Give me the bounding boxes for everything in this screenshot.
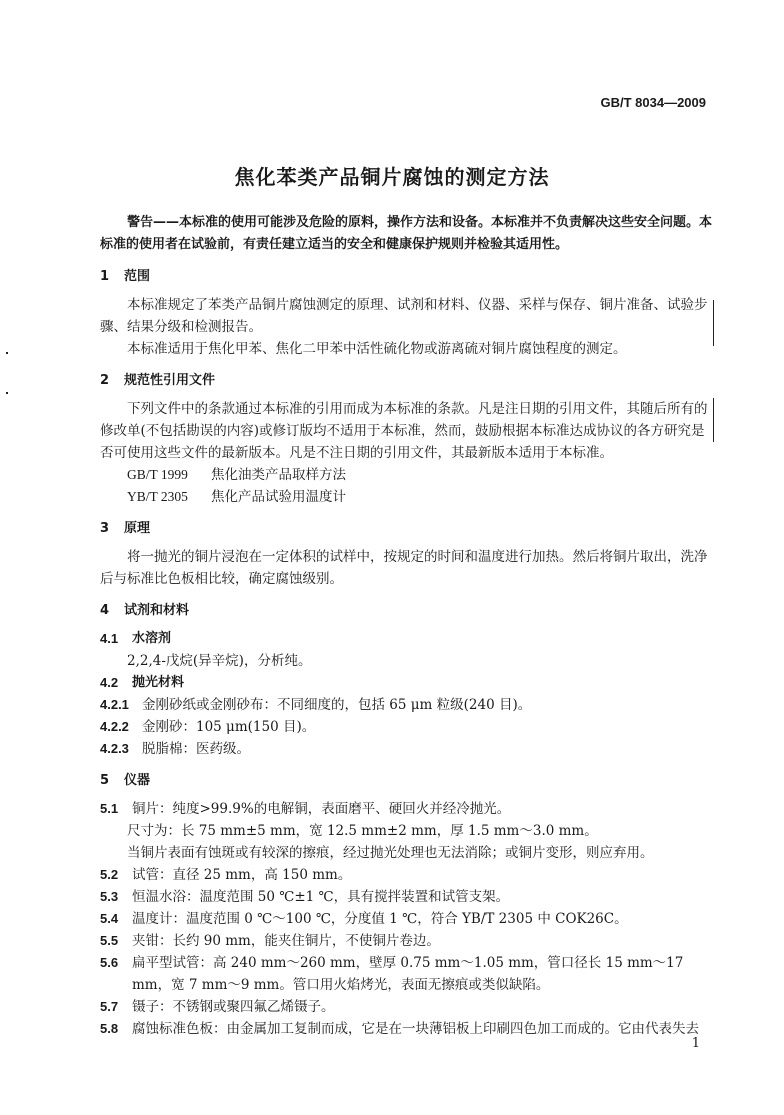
revision-bar	[713, 300, 714, 346]
margin-dot	[6, 352, 8, 354]
clause-text: 2,2,4-戊烷(异辛烷)，分析纯。	[127, 653, 312, 669]
revision-bar	[713, 398, 714, 442]
clause-5-1: 5.1 铜片：纯度>99.9%的电解铜，表面磨平、硬回火并经冷抛光。	[100, 801, 511, 817]
clause-4-1: 4.1 水溶剂	[100, 631, 172, 646]
clause-text: 尺寸为：长 75 mm±5 mm，宽 12.5 mm±2 mm，厚 1.5 mm～3.0 mm。	[127, 823, 598, 839]
clause-5-4: 5.4 温度计：温度范围 0 ℃～100 ℃，分度值 1 ℃，符合 YB/T 2305 中 COK26C。	[100, 911, 628, 927]
section-heading-5: 5 仪器	[100, 773, 151, 788]
document-title: 焦化苯类产品铜片腐蚀的测定方法	[234, 165, 550, 189]
paragraph: 本标准适用于焦化甲苯、焦化二甲苯中活性硫化物或游离硫对铜片腐蚀程度的测定。	[127, 341, 627, 357]
paragraph: 本标准规定了苯类产品铜片腐蚀测定的原理、试剂和材料、仪器、采样与保存、铜片准备、试验步骤、结果分级和检测报告。	[100, 297, 708, 335]
paragraph: 下列文件中的条款通过本标准的引用而成为本标准的条款。凡是注日期的引用文件，其随后所有的修改单(不包括勘误的内容)或修订版均不适用于本标准，然而，鼓励根据本标准达成协议的各方研究是否可使用这些文件的最新版本。凡是不注日期的引用文件，其最新版本适用于本标准。	[100, 401, 708, 461]
clause-4-2-3: 4.2.3 脱脂棉：医药级。	[100, 741, 250, 757]
reference-item: GB/T 1999 焦化油类产品取样方法	[127, 467, 346, 483]
section-heading-4: 4 试剂和材料	[100, 603, 190, 618]
section-heading-1: 1 范围	[100, 269, 151, 284]
page-number: 1	[691, 1036, 700, 1051]
warning-paragraph: 警告——本标准的使用可能涉及危险的原料，操作方法和设备。本标准并不负责解决这些安全问题。本标准的使用者在试验前，有责任建立适当的安全和健康保护规则并检验其适用性。	[100, 215, 713, 252]
section-heading-3: 3 原理	[100, 521, 151, 536]
clause-5-7: 5.7 镊子：不锈钢或聚四氟乙烯镊子。	[100, 999, 335, 1015]
section-heading-2: 2 规范性引用文件	[100, 373, 216, 388]
standard-number: GB/T 8034—2009	[600, 95, 706, 110]
clause-5-6: 5.6 扁平型试管：高 240 mm～260 mm，壁厚 0.75 mm～1.05 mm，管口径长 15 mm～17 mm，宽 7 mm～9 mm。管口用火焰烤光，表面无擦痕或类似缺陷。	[100, 955, 684, 993]
clause-text: 当铜片表面有蚀斑或有较深的擦痕，经过抛光处理也无法消除；或铜片变形，则应弃用。	[127, 845, 654, 861]
clause-4-2-2: 4.2.2 金刚砂：105 μm(150 目)。	[100, 719, 316, 735]
document-body	[100, 212, 712, 1040]
clause-4-2-1: 4.2.1 金刚砂纸或金刚砂布：不同细度的，包括 65 μm 粒级(240 目)。	[100, 697, 532, 713]
paragraph: 将一抛光的铜片浸泡在一定体积的试样中，按规定的时间和温度进行加热。然后将铜片取出，洗净后与标准比色板相比较，确定腐蚀级别。	[100, 549, 708, 587]
reference-item: YB/T 2305 焦化产品试验用温度计	[127, 489, 346, 505]
clause-4-2: 4.2 抛光材料	[100, 675, 185, 690]
clause-5-2: 5.2 试管：直径 25 mm，高 150 mm。	[100, 867, 352, 883]
clause-5-3: 5.3 恒温水浴：温度范围 50 ℃±1 ℃，具有搅拌装置和试管支架。	[100, 889, 510, 905]
clause-5-5: 5.5 夹钳：长约 90 mm，能夹住铜片，不使铜片卷边。	[100, 933, 440, 949]
clause-5-8: 5.8 腐蚀标准色板：由金属加工复制而成，它是在一块薄铝板上印刷四色加工而成的。它由代表失去	[100, 1021, 699, 1037]
margin-dot	[6, 392, 8, 394]
